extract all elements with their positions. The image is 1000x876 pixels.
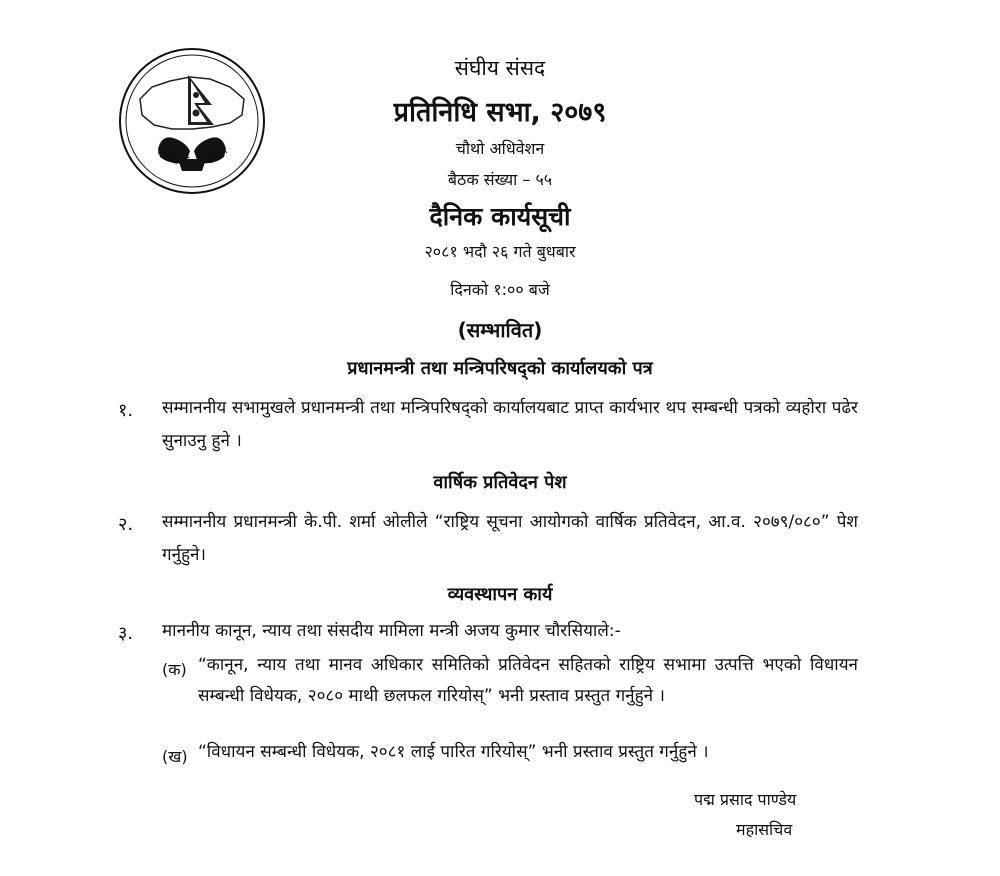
subitem-text-kha: “विधायन सम्बन्धी विधेयक, २०८१ लाई पारित गरियोस्” भनी प्रस्ताव प्रस्तुत गर्नुहुने । (198, 742, 709, 762)
parliament-name: संघीय संसद (454, 56, 546, 80)
item-number-3: ३. (118, 623, 134, 644)
agenda-time: दिनको १:०० बजे (450, 280, 550, 299)
house-title: प्रतिनिधि सभा, २०७९ (393, 97, 607, 128)
item-number-1: १. (118, 400, 134, 421)
item-text-3: माननीय कानून, न्याय तथा संसदीय मामिला मन्त्री अजय कुमार चौरसियाले:- (162, 621, 621, 641)
item-text-2: सम्माननीय प्रधानमन्त्री के.पी. शर्मा ओलीले “राष्ट्रिय सूचना आयोगको वार्षिक प्रतिवेदन, आ.व. २०७९/०८०” पेश गर्नुहुने। (162, 512, 858, 565)
item-text-1: सम्माननीय सभामुखले प्रधानमन्त्री तथा मन्त्रिपरिषद्को कार्यालयबाट प्राप्त कार्यभार थप सम्बन्धी पत्रको व्यहोरा पढेर सुनाउनु हुने । (162, 398, 858, 451)
agenda-date: २०८१ भदौ २६ गते बुधबार (424, 242, 576, 261)
section-heading-legislation: व्यवस्थापन कार्य (447, 584, 553, 605)
signatory-title: महासचिव (736, 820, 793, 839)
tentative-label: (सम्भावित) (457, 318, 543, 342)
section-heading-pm-office-letter: प्रधानमन्त्री तथा मन्त्रिपरिषद्को कार्यालयको पत्र (347, 358, 653, 379)
subitem-text-ka: “कानून, न्याय तथा मानव अधिकार समितिको प्रतिवेदन सहितको राष्ट्रिय सभामा उत्पत्ति भएको विधायन सम्बन्धी विधेयक, २०८० माथी छलफल गरियोस्” भनी प्रस्ताव प्रस्तुत गर्नुहुने । (198, 655, 858, 706)
signatory-name: पद्म प्रसाद पाण्डेय (694, 790, 797, 809)
subitem-mark-kha: (ख) (162, 747, 188, 766)
meeting-number: बैठक संख्या – ५५ (447, 170, 553, 189)
subitem-mark-ka: (क) (162, 660, 187, 679)
session-label: चौथो अधिवेशन (455, 139, 545, 158)
agenda-title: दैनिक कार्यसूची (429, 202, 571, 231)
item-number-2: २. (118, 514, 134, 535)
section-heading-annual-report: वार्षिक प्रतिवेदन पेश (433, 472, 567, 493)
emblem-caption: संघीय संसद नेपाल (153, 143, 231, 171)
